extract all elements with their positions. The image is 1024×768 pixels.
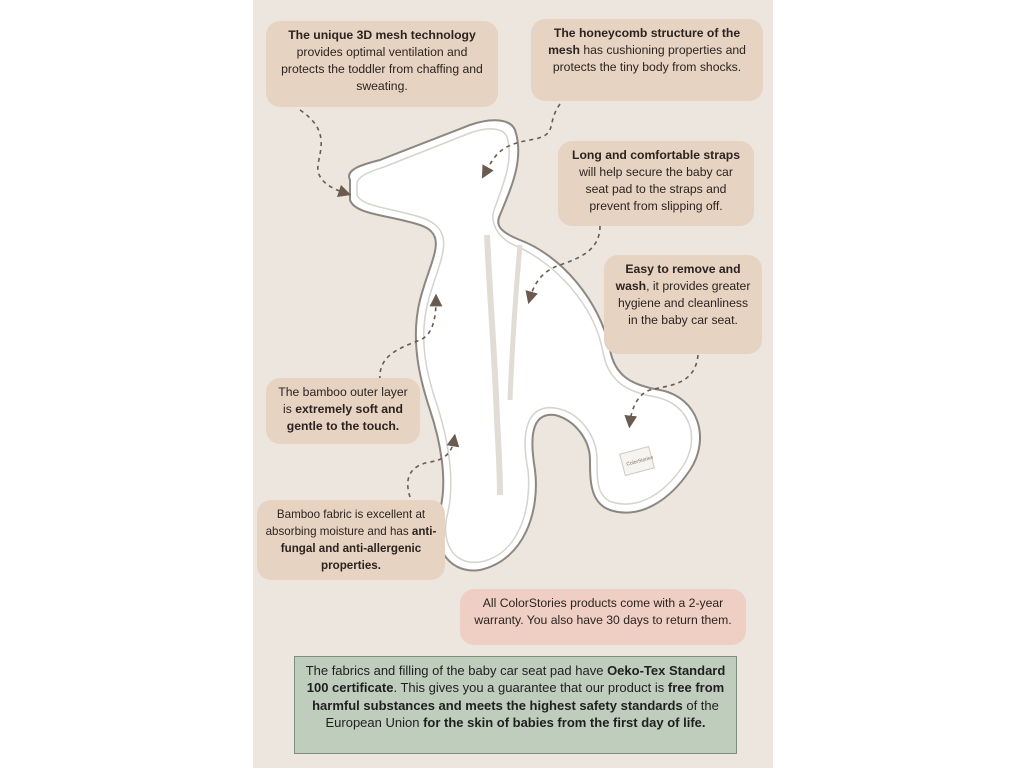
callout-straps-text: will help secure the baby car seat pad to the straps and prevent from slipping off. (579, 165, 733, 213)
callout-bamboo-fabric-bold: anti-fungal and anti-allergenic properties. (280, 525, 437, 572)
cert-mid2: of the European Union (325, 697, 719, 731)
label-tag-brand: ColorStories (625, 454, 654, 468)
cert-bold-safety: free from harmful substances and meets the highest safety standards (312, 680, 725, 713)
callout-honeycomb-text: has cushioning properties and protects the tiny body from shocks. (552, 43, 746, 74)
callout-3d-mesh-bold: The unique 3D mesh technology (288, 28, 476, 42)
callout-bamboo-soft-text: The bamboo outer layer is (278, 385, 408, 416)
arrow-mesh-3d (300, 110, 345, 193)
callout-3d-mesh (266, 21, 498, 107)
callout-bamboo-fabric (257, 500, 445, 580)
cert-line1: The fabrics and filling of the baby car seat pad have (305, 663, 604, 678)
cert-bold-oekotex: Oeko-Tex Standard 100 certificate (306, 663, 726, 696)
cert-bold-skin: for the skin of babies from the first day of life. (423, 715, 706, 731)
callout-honeycomb-bold: The honeycomb structure of the mesh (548, 26, 741, 57)
callout-straps (558, 141, 754, 226)
callout-bamboo-soft-bold: extremely soft and gentle to the touch. (286, 402, 403, 433)
callout-3d-mesh-text: provides optimal ventilation and protects the toddler from chaffing and sweating. (281, 45, 483, 93)
callout-honeycomb (531, 19, 763, 101)
callout-warranty (460, 589, 746, 645)
callout-warranty-text: All ColorStories products come with a 2-year warranty. You also have 30 days to return them. (474, 596, 732, 627)
callout-bamboo-fabric-text: Bamboo fabric is excellent at absorbing moisture and has (265, 508, 426, 538)
callout-straps-bold: Long and comfortable straps (572, 148, 740, 162)
cert-mid: . This gives you a guarantee that our product is (393, 680, 665, 696)
callout-bamboo-soft (266, 378, 420, 444)
callout-wash (604, 255, 762, 354)
callout-wash-bold: Easy to remove and wash (615, 262, 741, 293)
callout-wash-text: , it provides greater hygiene and cleanliness in the baby car seat. (617, 279, 751, 327)
certificate-box (294, 656, 737, 754)
